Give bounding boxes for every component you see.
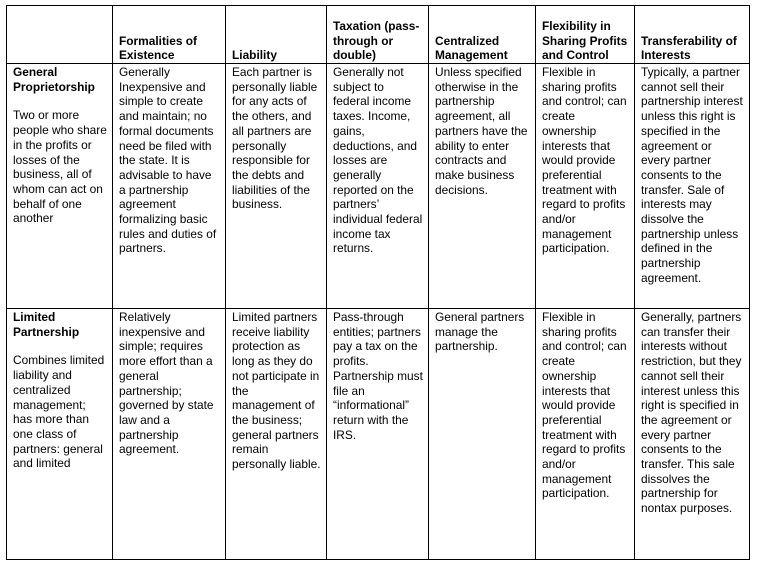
comparison-table bbox=[6, 5, 750, 560]
table-row bbox=[7, 309, 750, 560]
transferability-cell: Typically, a partner cannot sell their partnership interest unless this right is specified in the agreement or every partner consents to the transfer. Sale of interests may dissolve the partnership unless defined in the partnership agreement. bbox=[635, 64, 750, 309]
row-title: Limited Partnership bbox=[13, 310, 80, 339]
row-title: General Proprietorship bbox=[13, 65, 95, 94]
row-description: Combines limited liability and centralized management; has more than one class of partners: general and limited bbox=[13, 353, 105, 471]
header-row bbox=[7, 6, 750, 64]
header-formalities: Formalities of Existence bbox=[113, 6, 226, 64]
management-cell: Unless specified otherwise in the partnership agreement, all partners have the ability to enter contracts and make business decisions. bbox=[429, 64, 536, 309]
taxation-cell: Generally not subject to federal income taxes. Income, gains, deductions, and losses are generally reported on the partners’ individual federal income tax returns. bbox=[327, 64, 429, 309]
header-flexibility: Flexibility in Sharing Profits and Control bbox=[536, 6, 635, 64]
formalities-cell: Generally Inexpensive and simple to create and maintain; no formal documents need be filed with the state. It is advisable to have a partnership agreement formalizing basic rules and duties of partners. bbox=[113, 64, 226, 309]
flexibility-cell: Flexible in sharing profits and control; can create ownership interests that would provide preferential treatment with regard to profits and/or management participation. bbox=[536, 309, 635, 560]
header-taxation: Taxation (pass-through or double) bbox=[327, 6, 429, 64]
liability-cell: Each partner is personally liable for any acts of the others, and all partners are personally responsible for the debts and liabilities of the business. bbox=[226, 64, 327, 309]
management-cell: General partners manage the partnership. bbox=[429, 309, 536, 560]
transferability-cell: Generally, partners can transfer their interests without restriction, but they cannot sell their interest unless this right is specified in the agreement or every partner consents to the transfer. This sale dissolves the partnership for nontax purposes. bbox=[635, 309, 750, 560]
formalities-cell: Relatively inexpensive and simple; requires more effort than a general partnership; governed by state law and a partnership agreement. bbox=[113, 309, 226, 560]
row-label-cell bbox=[7, 309, 113, 560]
liability-cell: Limited partners receive liability protection as long as they do not participate in the management of the business; general partners remain personally liable. bbox=[226, 309, 327, 560]
header-liability: Liability bbox=[226, 6, 327, 64]
taxation-cell: Pass-through entities; partners pay a tax on the profits. Partnership must file an “informational” return with the IRS. bbox=[327, 309, 429, 560]
flexibility-cell: Flexible in sharing profits and control; can create ownership interests that would provide preferential treatment with regard to profits and/or management participation. bbox=[536, 64, 635, 309]
header-transferability: Transferability of Interests bbox=[635, 6, 750, 64]
header-centralized-management: Centralized Management bbox=[429, 6, 536, 64]
row-description: Two or more people who share in the profits or losses of the business, all of whom can act on behalf of one another bbox=[13, 108, 107, 226]
header-cell-empty bbox=[7, 6, 113, 64]
row-label-cell bbox=[7, 64, 113, 309]
table-row bbox=[7, 64, 750, 309]
